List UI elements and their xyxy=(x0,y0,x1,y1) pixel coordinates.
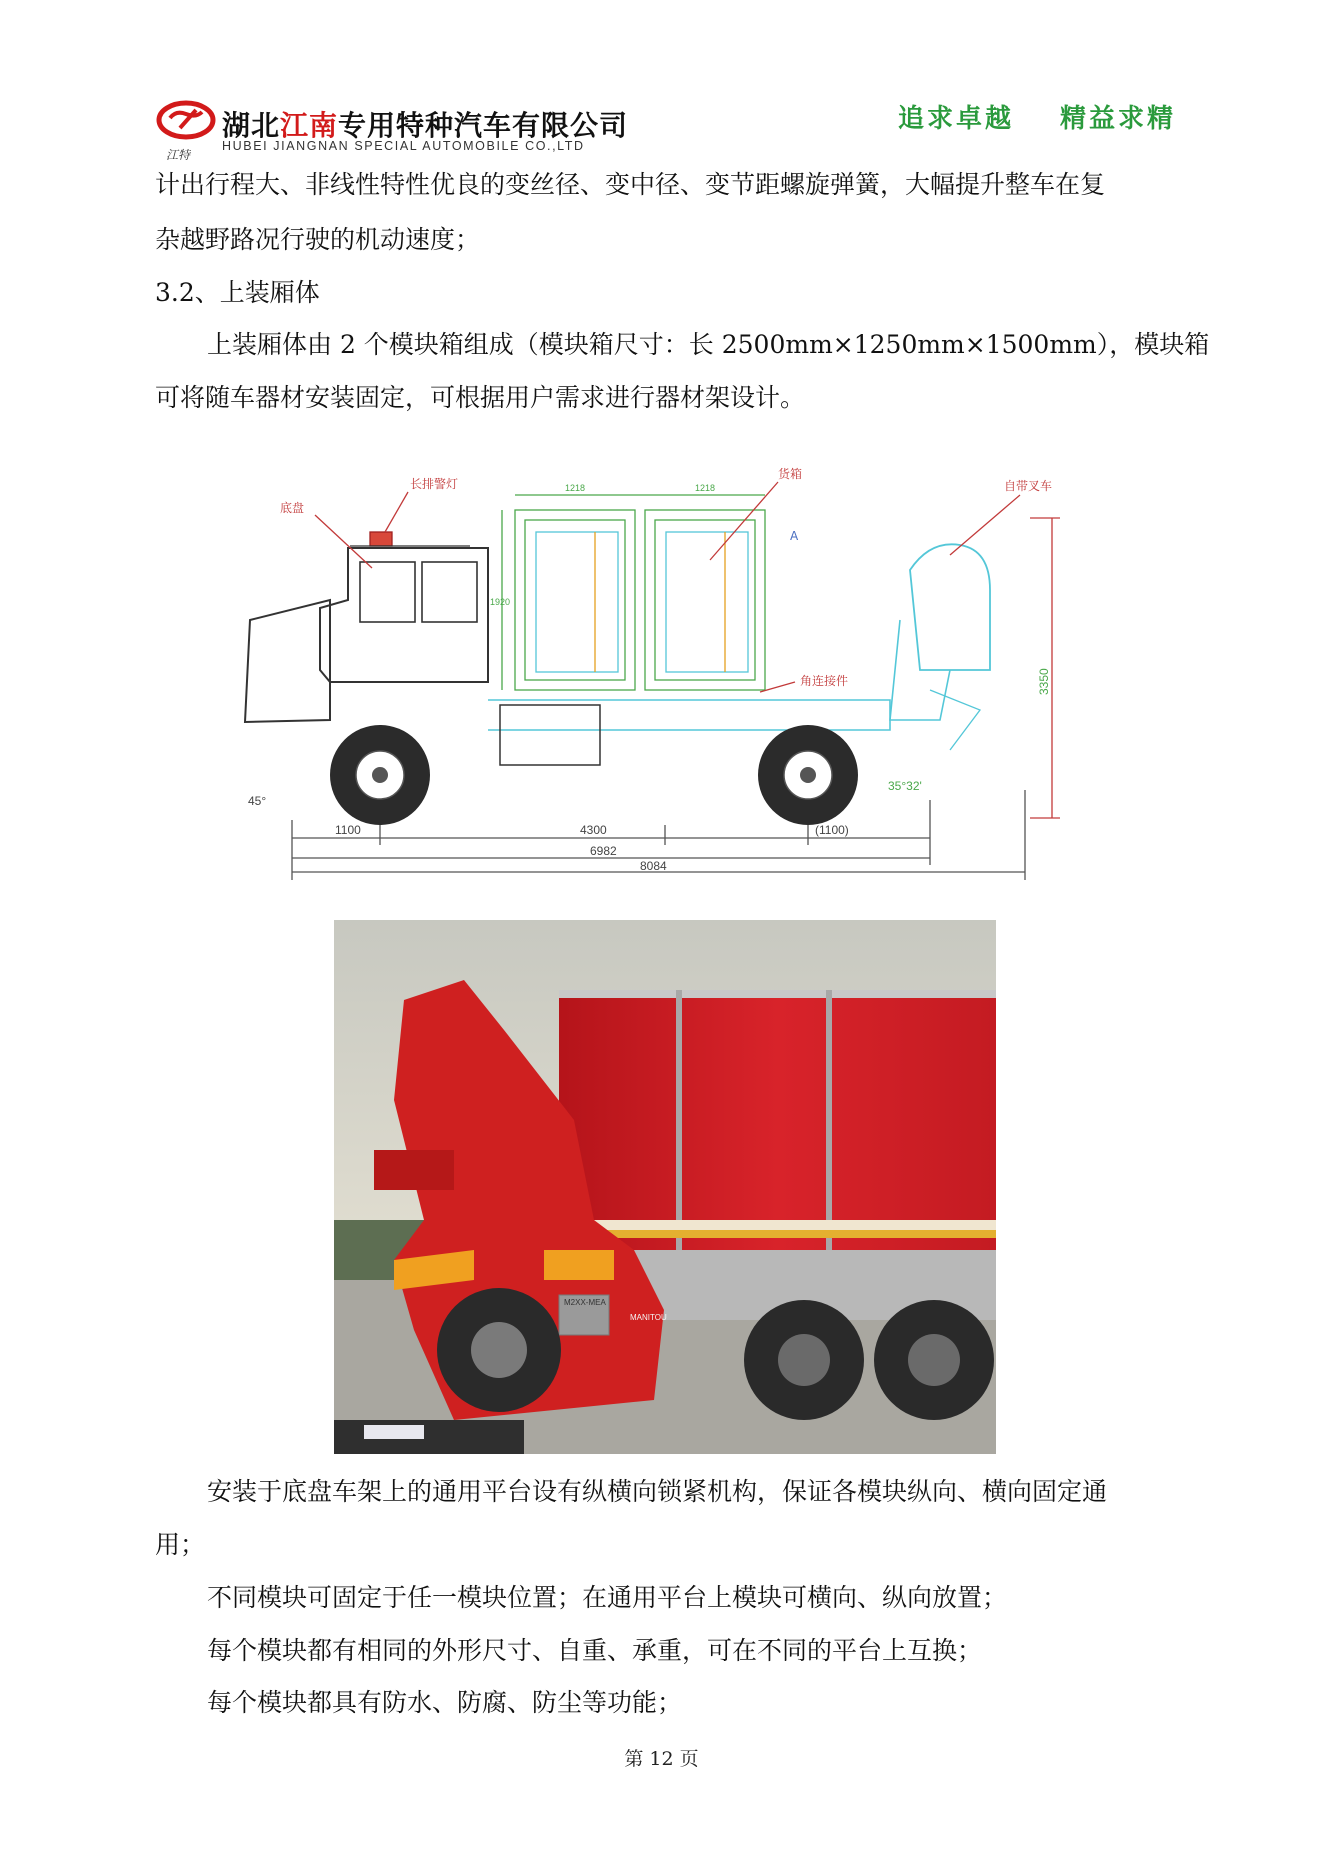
section-heading: 3.2、上装厢体 xyxy=(155,278,320,307)
company-name-cn: 湖北江南专用特种汽车有限公司 xyxy=(222,109,629,142)
company-name-en: HUBEI JIANGNAN SPECIAL AUTOMOBILE CO.,LTD xyxy=(222,139,585,153)
vehicle-technical-drawing xyxy=(248,460,1060,880)
forklift-brand-text: MANITOU xyxy=(630,1313,667,1322)
label-cargo: 货箱 xyxy=(778,467,803,481)
para4: 每个模块都有相同的外形尺寸、自重、承重，可在不同的平台上互换； xyxy=(207,1636,983,1665)
dim-length-1: 6982 xyxy=(590,844,617,858)
dim-box-height: 1920 xyxy=(490,597,511,607)
body-line-1: 计出行程大、非线性特性优良的变丝径、变中径、变节距螺旋弹簧，大幅提升整车在复 xyxy=(155,170,1106,199)
para5: 每个模块都具有防水、防腐、防尘等功能； xyxy=(207,1688,683,1717)
dim-rear: (1100) xyxy=(815,823,849,837)
dim-wheelbase: 4300 xyxy=(580,823,607,837)
logo-subtext: 江特 xyxy=(166,148,191,162)
label-arrow-a: A xyxy=(790,529,799,543)
dim-box2: 1218 xyxy=(695,483,716,493)
forklift-plate-text: M2XX-MEA xyxy=(564,1298,606,1307)
slogan-1: 追求卓越 xyxy=(898,104,1015,134)
dim-front: 1100 xyxy=(335,823,361,837)
label-corner-fitting: 角连接件 xyxy=(800,674,849,688)
company-logo-icon xyxy=(156,100,216,142)
label-chassis: 底盘 xyxy=(280,501,305,515)
body-line-2: 杂越野路况行驶的机动速度； xyxy=(155,225,481,254)
vehicle-photo xyxy=(334,920,996,1454)
para2-line2: 用； xyxy=(155,1530,206,1559)
label-lamp: 长排警灯 xyxy=(410,477,459,491)
para3: 不同模块可固定于任一模块位置；在通用平台上模块可横向、纵向放置； xyxy=(207,1583,1008,1612)
dim-length-2: 8084 xyxy=(640,859,667,873)
angle-rear: 35°32' xyxy=(888,779,922,793)
para2-line1: 安装于底盘车架上的通用平台设有纵横向锁紧机构，保证各模块纵向、横向固定通 xyxy=(207,1477,1108,1506)
label-forklift: 自带叉车 xyxy=(1004,479,1053,493)
para1-line2: 可将随车器材安装固定，可根据用户需求进行器材架设计。 xyxy=(155,383,806,412)
dim-box1: 1218 xyxy=(565,483,586,493)
slogan-2: 精益求精 xyxy=(1060,104,1177,134)
angle-front: 45° xyxy=(248,794,267,808)
para1-line1: 上装厢体由 2 个模块箱组成（模块箱尺寸：长 2500mm×1250mm×1500mm），模块箱 xyxy=(207,330,1210,359)
page-number: 第 12 页 xyxy=(624,1748,699,1770)
dim-total-height: 3350 xyxy=(1037,668,1051,695)
